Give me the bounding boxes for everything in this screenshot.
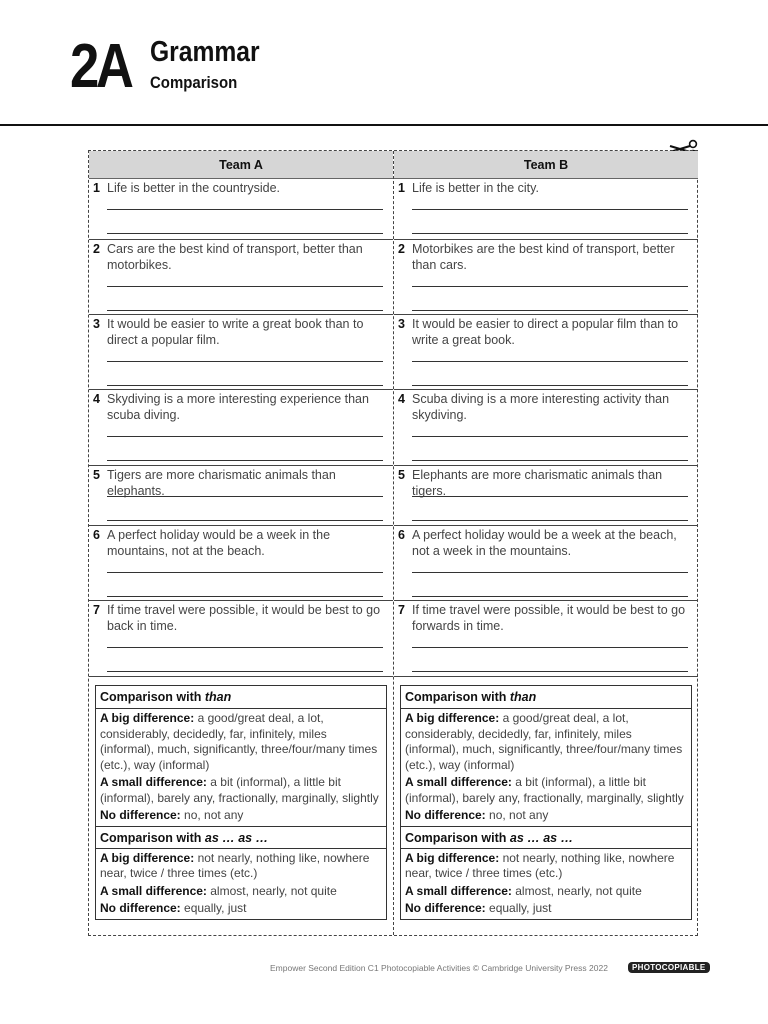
small-difference-as-as: A small difference: almost, nearly, not quite xyxy=(100,883,337,898)
page-subtitle: Comparison xyxy=(150,73,238,92)
small-difference-than: A small difference: a bit (informal), a little bit (informal), barely any, fractionally, marginally, slightly xyxy=(405,775,684,805)
answer-line[interactable] xyxy=(412,496,688,497)
statement-text: Elephants are more charismatic animals than tigers. xyxy=(412,468,663,498)
answer-line[interactable] xyxy=(107,436,383,437)
answer-line[interactable] xyxy=(107,233,383,234)
statement-text: Tigers are more charismatic animals than elephants. xyxy=(107,468,336,498)
answer-line[interactable] xyxy=(107,596,383,597)
row-divider xyxy=(394,314,698,315)
statement-number: 7 xyxy=(398,603,405,617)
statement-number: 5 xyxy=(398,468,405,482)
answer-line[interactable] xyxy=(107,361,383,362)
statement-text: If time travel were possible, it would be best to go back in time. xyxy=(107,603,381,633)
row-divider xyxy=(394,239,698,240)
statement-text: Cars are the best kind of transport, better than motorbikes. xyxy=(107,242,363,272)
big-difference-as-as: A big difference: not nearly, nothing like, nowhere near, twice / three times (etc.) xyxy=(405,850,675,880)
statement-text: Life is better in the city. xyxy=(412,181,539,195)
answer-line[interactable] xyxy=(107,520,383,521)
answer-line[interactable] xyxy=(107,572,383,573)
row-divider xyxy=(89,600,393,601)
row-divider xyxy=(89,239,393,240)
row-divider xyxy=(394,600,698,601)
statement-text: A perfect holiday would be a week in the mountains, not at the beach. xyxy=(107,528,331,558)
row-divider xyxy=(89,389,393,390)
row-divider xyxy=(394,525,698,526)
statement-number: 2 xyxy=(398,242,405,256)
than-heading: Comparison with than xyxy=(96,686,386,709)
row-divider xyxy=(394,676,698,677)
statement-number: 4 xyxy=(398,392,405,406)
unit-code: 2A xyxy=(70,32,131,101)
team-b-heading: Team B xyxy=(394,151,698,179)
answer-line[interactable] xyxy=(412,436,688,437)
answer-line[interactable] xyxy=(412,671,688,672)
answer-line[interactable] xyxy=(412,572,688,573)
row-divider xyxy=(89,676,393,677)
answer-line[interactable] xyxy=(412,209,688,210)
statement-number: 6 xyxy=(398,528,405,542)
as-as-heading: Comparison with as … as … xyxy=(96,826,386,849)
answer-line[interactable] xyxy=(412,385,688,386)
statement-text: It would be easier to write a great book than to direct a popular film. xyxy=(107,317,364,347)
statement-number: 3 xyxy=(398,317,405,331)
cut-out-worksheet xyxy=(88,150,698,936)
no-difference-than: No difference: no, not any xyxy=(405,808,549,822)
statement-text: If time travel were possible, it would be best to go forwards in time. xyxy=(412,603,686,633)
statement-number: 7 xyxy=(93,603,100,617)
statement-text: It would be easier to direct a popular film than to write a great book. xyxy=(412,317,679,347)
big-difference-than: A big difference: a good/great deal, a lot, considerably, decidedly, far, infinitely, miles (informal), much, significantly, three/four/many times (etc.), way (informal) xyxy=(100,711,378,772)
big-difference-than: A big difference: a good/great deal, a lot, considerably, decidedly, far, infinitely, miles (informal), much, significantly, three/four/many times (etc.), way (informal) xyxy=(405,711,683,772)
statement-text: A perfect holiday would be a week at the beach, not a week in the mountains. xyxy=(412,528,677,558)
row-divider xyxy=(89,465,393,466)
row-divider xyxy=(89,314,393,315)
row-divider xyxy=(394,389,698,390)
small-difference-as-as: A small difference: almost, nearly, not quite xyxy=(405,883,642,898)
answer-line[interactable] xyxy=(412,361,688,362)
answer-line[interactable] xyxy=(412,286,688,287)
answer-line[interactable] xyxy=(412,460,688,461)
statement-text: Skydiving is a more interesting experience than scuba diving. xyxy=(107,392,369,422)
no-difference-as-as: No difference: equally, just xyxy=(405,901,552,915)
no-difference-than: No difference: no, not any xyxy=(100,808,244,822)
statement-number: 2 xyxy=(93,242,100,256)
statement-number: 3 xyxy=(93,317,100,331)
answer-line[interactable] xyxy=(107,310,383,311)
statement-text: Motorbikes are the best kind of transport, better than cars. xyxy=(412,242,675,272)
answer-line[interactable] xyxy=(107,496,383,497)
answer-line[interactable] xyxy=(412,310,688,311)
row-divider xyxy=(89,525,393,526)
team-b-reference-box xyxy=(400,685,692,920)
answer-line[interactable] xyxy=(412,233,688,234)
answer-line[interactable] xyxy=(412,596,688,597)
page-header xyxy=(0,0,768,126)
statement-number: 1 xyxy=(398,181,405,195)
answer-line[interactable] xyxy=(107,647,383,648)
answer-line[interactable] xyxy=(412,647,688,648)
team-a-reference-box xyxy=(95,685,387,920)
statement-text: Scuba diving is a more interesting activity than skydiving. xyxy=(412,392,670,422)
statement-number: 5 xyxy=(93,468,100,482)
statement-text: Life is better in the countryside. xyxy=(107,181,281,195)
small-difference-than: A small difference: a bit (informal), a little bit (informal), barely any, fractionally, marginally, slightly xyxy=(100,775,379,805)
answer-line[interactable] xyxy=(107,671,383,672)
page-title: Grammar xyxy=(150,36,260,68)
answer-line[interactable] xyxy=(107,460,383,461)
as-as-heading: Comparison with as … as … xyxy=(401,826,691,849)
statement-number: 4 xyxy=(93,392,100,406)
answer-line[interactable] xyxy=(412,520,688,521)
footer-credit: Empower Second Edition C1 Photocopiable Activities © Cambridge University Press 2022 xyxy=(270,963,608,973)
than-heading: Comparison with than xyxy=(401,686,691,709)
answer-line[interactable] xyxy=(107,286,383,287)
answer-line[interactable] xyxy=(107,385,383,386)
statement-number: 6 xyxy=(93,528,100,542)
team-a-heading: Team A xyxy=(89,151,393,179)
photocopiable-badge: PHOTOCOPIABLE xyxy=(628,962,710,973)
answer-line[interactable] xyxy=(107,209,383,210)
no-difference-as-as: No difference: equally, just xyxy=(100,901,247,915)
big-difference-as-as: A big difference: not nearly, nothing like, nowhere near, twice / three times (etc.) xyxy=(100,850,370,880)
row-divider xyxy=(394,465,698,466)
statement-number: 1 xyxy=(93,181,100,195)
cut-line xyxy=(393,151,394,935)
